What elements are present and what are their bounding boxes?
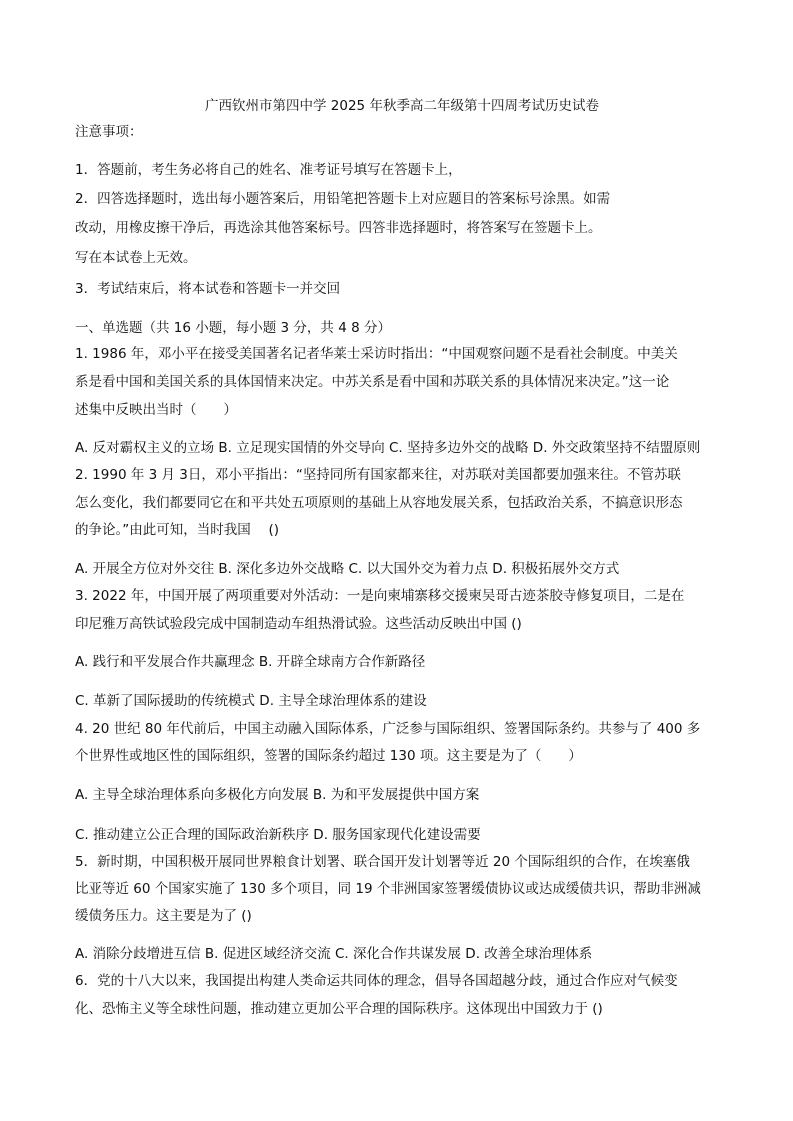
exam-title: 广西钦州市第四中学 2025 年秋季高二年级第十四周考试历史试卷 [205,98,599,114]
q3-stem-line: 印尼雅万高铁试验段完成中国制造动车组热滑试验。这些活动反映出中国 () [75,616,522,632]
q4-options-ab: A. 主导全球治理体系向多极化方向发展 B. 为和平发展提供中国方案 [75,787,480,803]
q5-stem-line: 5．新时期，中国积极开展同世界粮食计划署、联合国开发计划署等近 20 个国际组织的合作，在埃塞俄 [75,854,690,870]
q6-stem-line: 6．党的十八大以来，我国提出构建人类命运共同体的理念，倡导各国超越分歧，通过合作应对气候变 [75,973,678,989]
q1-stem-line: 述集中反映出当时（ ） [75,402,237,418]
q2-options: A. 开展全方位对外交往 B. 深化多边外交战略 C. 以大国外交为着力点 D. 积极拓展外交方式 [75,561,620,577]
q4-stem-line: 个世界性或地区性的国际组织，签署的国际条约超过 130 项。这主要是为了（ ） [75,748,582,764]
q5-stem-line: 缓债务压力。这主要是为了 () [75,908,252,924]
q3-stem-line: 3. 2022 年，中国开展了两项重要对外活动：一是向柬埔寨移交援柬吴哥古迹茶胶寺修复项目，二是在 [75,588,685,604]
q5-stem-line: 比亚等近 60 个国家实施了 130 多个项目，同 19 个非洲国家签署缓债协议或达成缓债共识，帮助非洲减 [75,881,701,897]
q1-options: A. 反对霸权主义的立场 B. 立足现实国情的外交导向 C. 坚持多边外交的战略 D. 外交政策坚持不结盟原则 [75,440,701,456]
notice-item-3: 3．考试结束后，将本试卷和答题卡一并交回 [75,281,341,297]
section-heading: 一、单选题（共 16 小题，每小题 3 分，共 4 8 分） [75,320,391,336]
q2-stem-line: 的争论。”由此可知，当时我国 () [75,522,280,538]
q4-options-cd: C. 推动建立公正合理的国际政治新秩序 D. 服务国家现代化建设需要 [75,827,481,843]
notice-heading: 注意事项： [75,124,143,140]
q6-stem-line: 化、恐怖主义等全球性问题，推动建立更加公平合理的国际秩序。这体现出中国致力于 () [75,1001,603,1017]
q5-options: A. 消除分歧增进互信 B. 促进区域经济交流 C. 深化合作共谋发展 D. 改善全球治理体系 [75,946,593,962]
q3-options-cd: C. 革新了国际援助的传统模式 D. 主导全球治理体系的建设 [75,693,427,709]
q4-stem-line: 4. 20 世纪 80 年代前后，中国主动融入国际体系，广泛参与国际组织、签署国际条约。共参与了 400 多 [75,721,701,737]
q1-stem-line: 1. 1986 年，邓小平在接受美国著名记者华莱士采访时指出：“中国观察问题不是看社会制度。中美关 [75,346,678,362]
q2-stem-line: 怎么变化，我们都要同它在和平共处五项原则的基础上从容地发展关系，包括政治关系，不搞意识形态 [75,495,683,511]
q3-options-ab: A. 践行和平发展合作共赢理念 B. 开辟全球南方合作新路径 [75,654,426,670]
q1-stem-line: 系是看中国和美国关系的具体国情来决定。中苏关系是看中国和苏联关系的具体情况来决定。”这一论 [75,374,670,390]
notice-item-2: 2．四答选择题时，选出每小题答案后，用铅笔把答题卡上对应题目的答案标号涂黑。如需 [75,191,611,207]
notice-item-2-end: 写在本试卷上无效。 [75,250,197,266]
notice-item-2-cont: 改动，用橡皮擦干净后，再选涂其他答案标号。四答非选择题时，将答案写在签题卡上。 [75,220,602,236]
notice-item-1: 1．答题前，考生务必将自己的姓名、准考证号填写在答题卡上， [75,162,462,178]
q2-stem-line: 2. 1990 年 3 月 3日，邓小平指出：“坚持同所有国家都来往，对苏联对美国都要加强来往。不管苏联 [75,467,681,483]
